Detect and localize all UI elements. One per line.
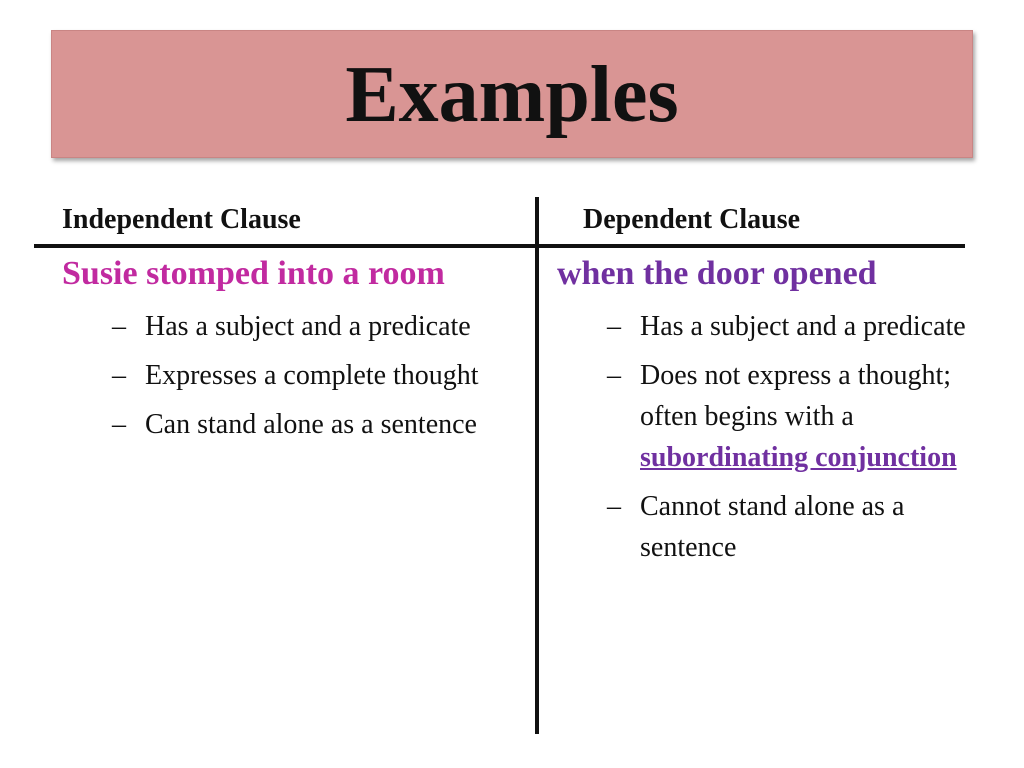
dependent-clause-bullets xyxy=(557,306,977,568)
dash-marker: – xyxy=(112,360,126,391)
independent-clause-column xyxy=(62,254,532,453)
bullet-item xyxy=(62,404,532,445)
column-header-independent: Independent Clause xyxy=(62,204,301,235)
bullet-text: Has a subject and a predicate xyxy=(145,311,471,342)
dash-marker: – xyxy=(112,409,126,440)
bullet-text: Does not express a thought; often begins with a xyxy=(640,360,952,432)
dash-marker: – xyxy=(112,311,126,342)
dash-marker: – xyxy=(607,491,621,522)
header-divider-line xyxy=(34,244,965,248)
bullet-text: Has a subject and a predicate xyxy=(640,311,966,342)
bullet-item xyxy=(557,306,977,347)
bullet-item xyxy=(62,306,532,347)
dash-marker: – xyxy=(607,311,621,342)
subordinating-conjunction-link[interactable]: subordinating conjunction xyxy=(640,442,957,473)
column-header-dependent: Dependent Clause xyxy=(583,204,801,235)
dependent-clause-column xyxy=(557,254,977,576)
title-banner xyxy=(51,30,973,158)
independent-clause-bullets xyxy=(62,306,532,445)
bullet-item xyxy=(557,355,977,478)
bullet-text: Expresses a complete thought xyxy=(145,360,479,391)
column-divider-line xyxy=(535,197,539,734)
dependent-clause-example: when the door opened xyxy=(557,255,877,292)
independent-clause-example: Susie stomped into a room xyxy=(62,255,445,292)
bullet-item xyxy=(62,355,532,396)
bullet-item xyxy=(557,486,977,568)
bullet-text: Can stand alone as a sentence xyxy=(145,409,477,440)
bullet-text: Cannot stand alone as a sentence xyxy=(640,491,905,563)
slide-title: Examples xyxy=(345,51,679,139)
dash-marker: – xyxy=(607,360,621,391)
